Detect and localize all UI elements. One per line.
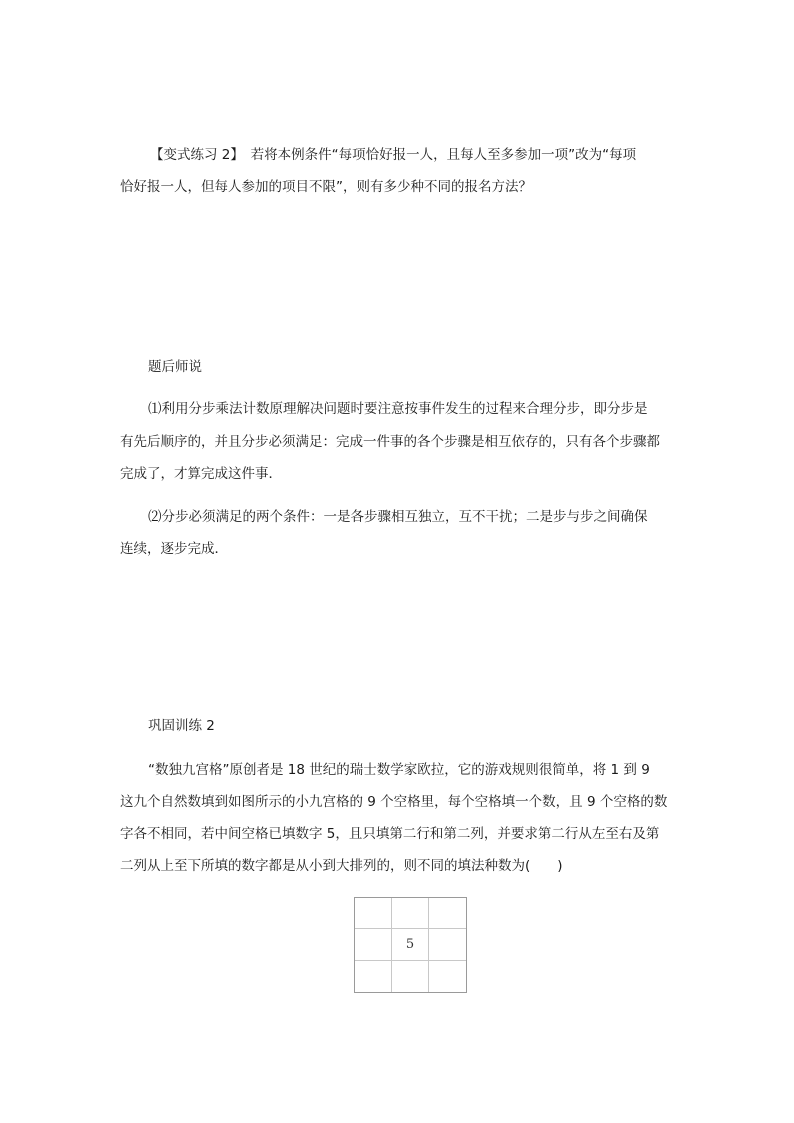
notes-heading: 题后师说 bbox=[148, 359, 202, 375]
training-line-2: 这九个自然数填到如图所示的小九宫格的 9 个空格里，每个空格填一个数，且 9 个空格的数 bbox=[120, 794, 668, 810]
notes-p1-line-1: ⑴利用分步乘法计数原理解决问题时要注意按事件发生的过程来合理分步，即分步是 bbox=[148, 401, 648, 417]
sudoku-cell bbox=[429, 961, 466, 992]
notes-p2-line-1: ⑵分步必须满足的两个条件：一是各步骤相互独立，互不干扰；二是步与步之间确保 bbox=[148, 509, 648, 525]
sudoku-cell bbox=[355, 929, 392, 960]
notes-p1-line-2: 有先后顺序的，并且分步必须满足：完成一件事的各个步骤是相互依存的，只有各个步骤都 bbox=[120, 434, 660, 450]
notes-p1-line-3: 完成了，才算完成这件事． bbox=[120, 466, 282, 482]
sudoku-cell bbox=[429, 898, 466, 929]
exercise-line-1: 【变式练习 2】 若将本例条件“每项恰好报一人，且每人至多参加一项”改为“每项 bbox=[150, 147, 637, 163]
sudoku-cell bbox=[392, 898, 429, 929]
sudoku-center-cell: 5 bbox=[392, 929, 429, 960]
sudoku-cell bbox=[429, 929, 466, 960]
exercise-line-2: 恰好报一人，但每人参加的项目不限”，则有多少种不同的报名方法？ bbox=[120, 179, 532, 195]
training-line-1: “数独九宫格”原创者是 18 世纪的瑞士数学家欧拉，它的游戏规则很简单，将 1 到 9 bbox=[148, 762, 650, 778]
training-heading: 巩固训练 2 bbox=[148, 718, 215, 734]
sudoku-grid bbox=[354, 897, 467, 993]
training-line-3: 字各不相同，若中间空格已填数字 5，且只填第二行和第二列，并要求第二行从左至右及第 bbox=[120, 826, 660, 842]
sudoku-cell bbox=[355, 898, 392, 929]
sudoku-cell bbox=[355, 961, 392, 992]
notes-p2-line-2: 连续，逐步完成． bbox=[120, 541, 228, 557]
training-line-4: 二列从上至下所填的数字都是从小到大排列的，则不同的填法种数为( ) bbox=[120, 858, 563, 874]
sudoku-cell bbox=[392, 961, 429, 992]
